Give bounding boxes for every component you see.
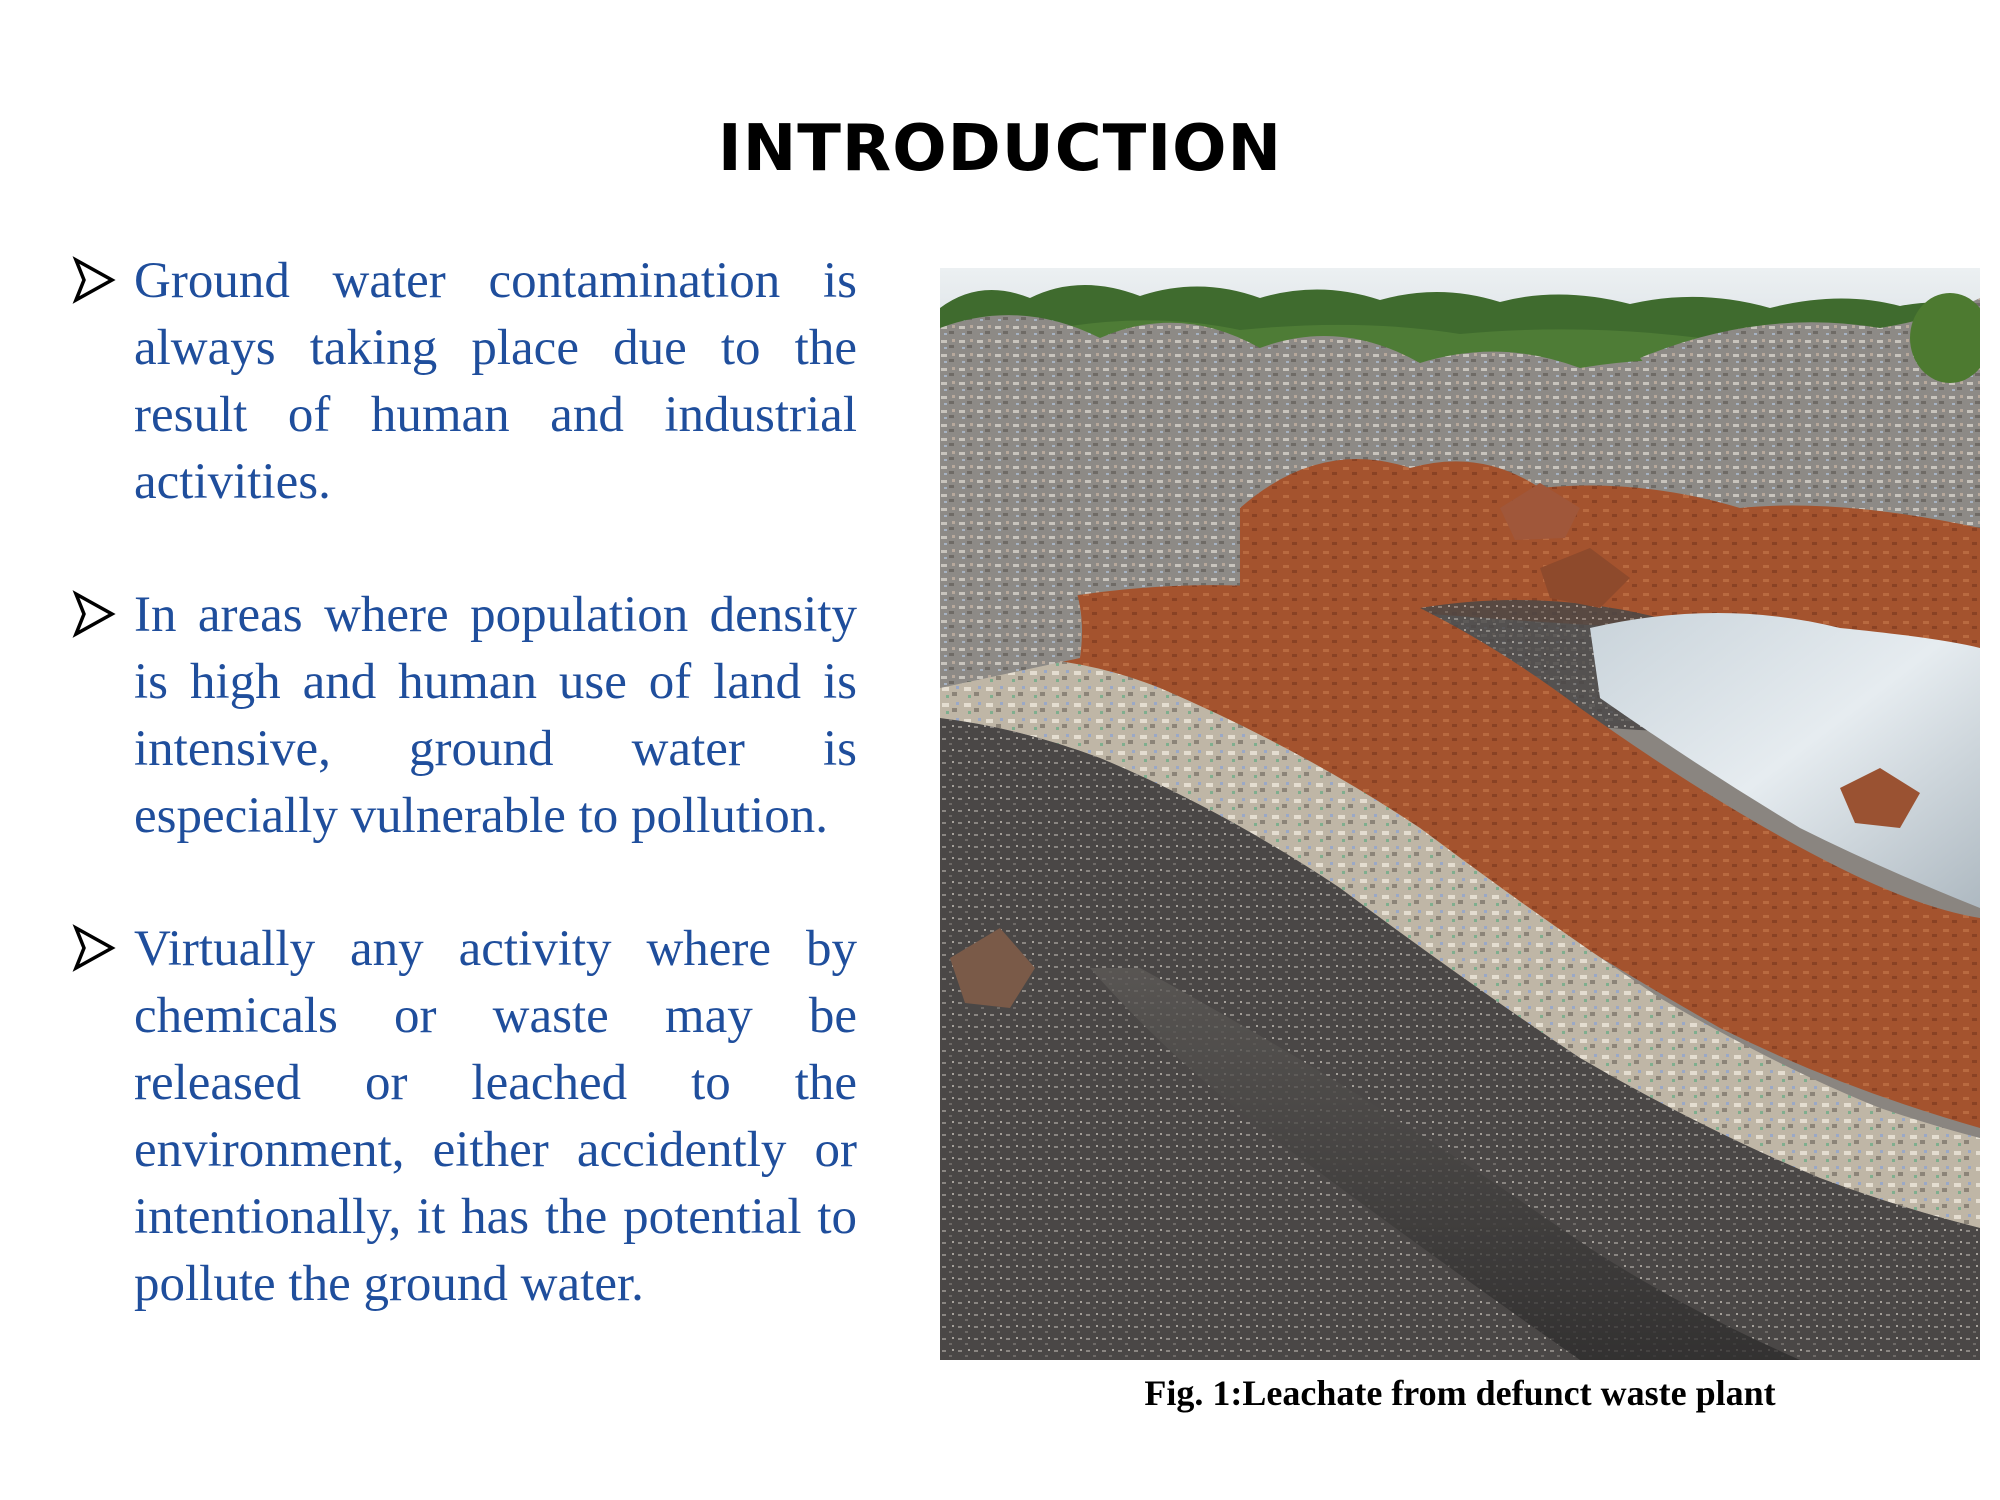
bullet-item [72, 916, 857, 1318]
arrow-bullet-icon [72, 254, 116, 306]
figure-caption: Fig. 1:Leachate from defunct waste plant [1144, 1373, 1776, 1413]
bullet-item [72, 582, 857, 850]
arrow-bullet-icon [72, 588, 116, 640]
bullet-list [72, 248, 857, 1384]
bullet-text: Virtually any activity where by chemicals or waste may be released or leached to the environment, either accidently or intentionally, it has the potential to pollute the ground water. [134, 921, 857, 1312]
slide-title: INTRODUCTION [717, 112, 1283, 186]
arrow-bullet-icon [72, 922, 116, 974]
bullet-text: Ground water contamination is always taking place due to the result of human and industrial activities. [134, 253, 857, 510]
bullet-item [72, 248, 857, 516]
landfill-photo [940, 268, 1980, 1360]
bullet-text: In areas where population density is high and human use of land is intensive, ground water is especially vulnerable to pollution. [134, 587, 857, 844]
